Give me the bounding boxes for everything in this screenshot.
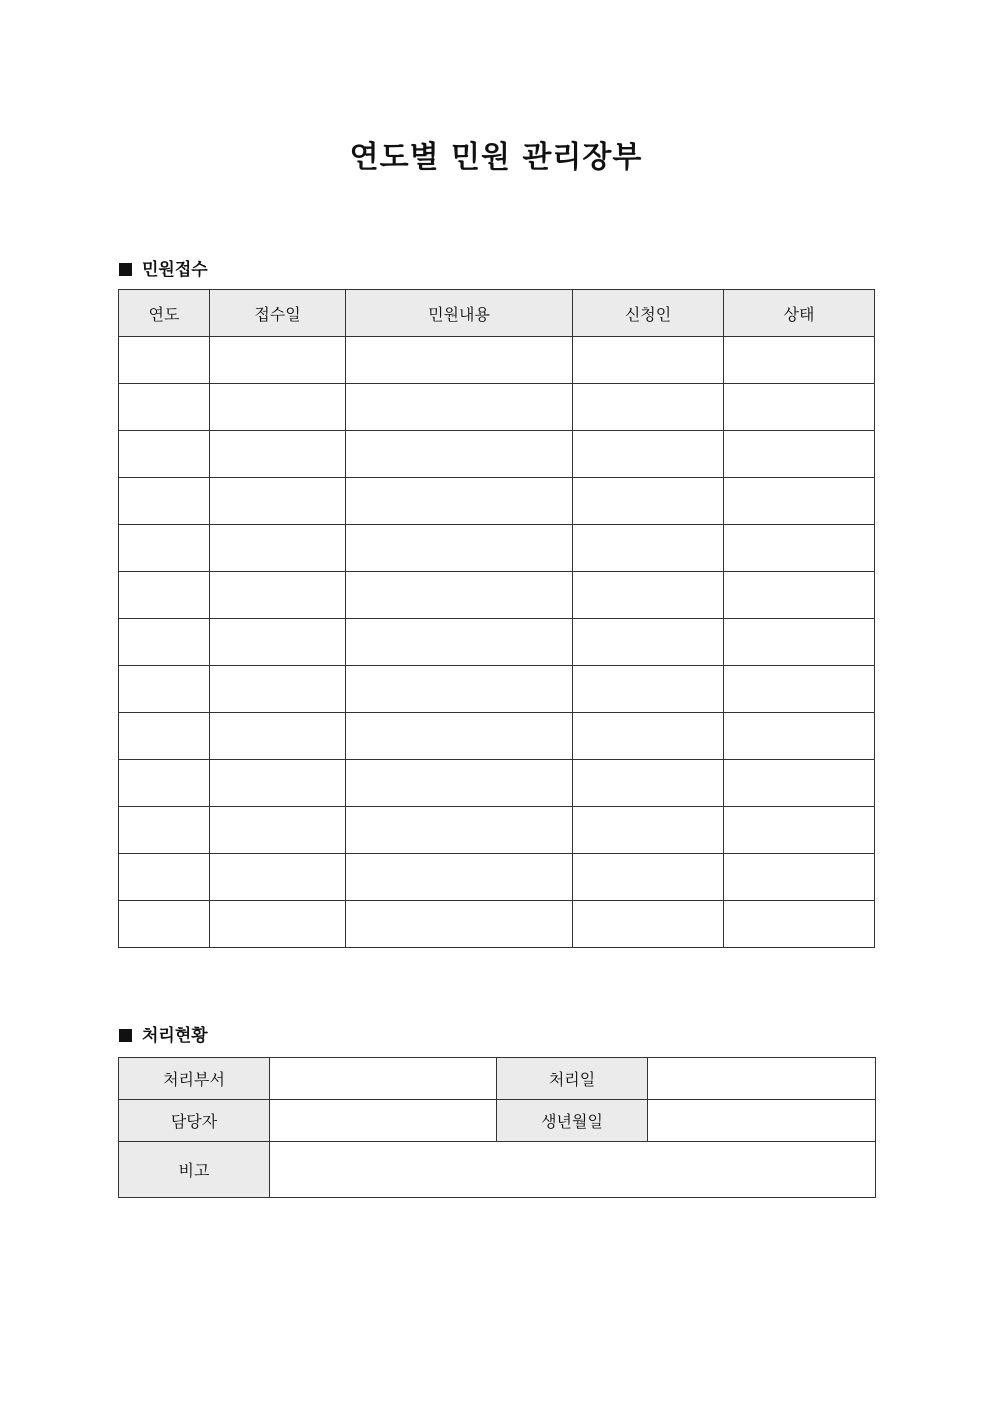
processing-row xyxy=(119,1058,876,1100)
cell-year[interactable] xyxy=(119,478,210,525)
cell-receipt-date[interactable] xyxy=(210,384,346,431)
cell-applicant[interactable] xyxy=(573,854,724,901)
table-row xyxy=(119,337,875,384)
label-birth-date: 생년월일 xyxy=(497,1100,648,1142)
cell-content[interactable] xyxy=(346,619,573,666)
cell-status[interactable] xyxy=(724,807,875,854)
field-process-date[interactable] xyxy=(648,1058,876,1100)
label-process-date: 처리일 xyxy=(497,1058,648,1100)
field-manager[interactable] xyxy=(270,1100,497,1142)
section-heading-intake-label: 민원접수 xyxy=(142,260,208,280)
field-birth-date[interactable] xyxy=(648,1100,876,1142)
table-row xyxy=(119,713,875,760)
table-row xyxy=(119,619,875,666)
col-header-applicant: 신청인 xyxy=(573,290,724,337)
cell-content[interactable] xyxy=(346,337,573,384)
table-row xyxy=(119,478,875,525)
table-row xyxy=(119,807,875,854)
cell-status[interactable] xyxy=(724,901,875,948)
cell-status[interactable] xyxy=(724,431,875,478)
cell-receipt-date[interactable] xyxy=(210,337,346,384)
table-row xyxy=(119,901,875,948)
cell-status[interactable] xyxy=(724,384,875,431)
field-note[interactable] xyxy=(270,1142,876,1198)
col-header-content: 민원내용 xyxy=(346,290,573,337)
cell-year[interactable] xyxy=(119,525,210,572)
cell-applicant[interactable] xyxy=(573,337,724,384)
table-row xyxy=(119,666,875,713)
cell-content[interactable] xyxy=(346,854,573,901)
intake-header-row xyxy=(119,290,875,337)
section-heading-processing xyxy=(119,1021,208,1046)
cell-content[interactable] xyxy=(346,478,573,525)
cell-receipt-date[interactable] xyxy=(210,431,346,478)
cell-receipt-date[interactable] xyxy=(210,901,346,948)
cell-year[interactable] xyxy=(119,760,210,807)
cell-applicant[interactable] xyxy=(573,760,724,807)
cell-year[interactable] xyxy=(119,666,210,713)
cell-status[interactable] xyxy=(724,619,875,666)
cell-status[interactable] xyxy=(724,760,875,807)
col-header-status: 상태 xyxy=(724,290,875,337)
cell-year[interactable] xyxy=(119,572,210,619)
cell-year[interactable] xyxy=(119,901,210,948)
intake-table xyxy=(118,289,875,948)
cell-applicant[interactable] xyxy=(573,666,724,713)
label-manager: 담당자 xyxy=(119,1100,270,1142)
cell-content[interactable] xyxy=(346,713,573,760)
cell-receipt-date[interactable] xyxy=(210,525,346,572)
cell-receipt-date[interactable] xyxy=(210,572,346,619)
cell-status[interactable] xyxy=(724,854,875,901)
table-row xyxy=(119,384,875,431)
cell-content[interactable] xyxy=(346,760,573,807)
cell-status[interactable] xyxy=(724,478,875,525)
cell-receipt-date[interactable] xyxy=(210,713,346,760)
cell-applicant[interactable] xyxy=(573,572,724,619)
field-dept[interactable] xyxy=(270,1058,497,1100)
cell-applicant[interactable] xyxy=(573,478,724,525)
cell-receipt-date[interactable] xyxy=(210,666,346,713)
cell-status[interactable] xyxy=(724,337,875,384)
page-title: 연도별 민원 관리장부 xyxy=(349,140,643,175)
cell-applicant[interactable] xyxy=(573,619,724,666)
cell-year[interactable] xyxy=(119,807,210,854)
section-heading-intake xyxy=(119,255,208,280)
processing-table xyxy=(118,1057,876,1198)
cell-status[interactable] xyxy=(724,713,875,760)
cell-year[interactable] xyxy=(119,854,210,901)
cell-content[interactable] xyxy=(346,666,573,713)
cell-content[interactable] xyxy=(346,572,573,619)
square-bullet-icon xyxy=(119,263,132,276)
table-row xyxy=(119,431,875,478)
cell-year[interactable] xyxy=(119,619,210,666)
col-header-receipt-date: 접수일 xyxy=(210,290,346,337)
cell-applicant[interactable] xyxy=(573,713,724,760)
cell-year[interactable] xyxy=(119,384,210,431)
cell-applicant[interactable] xyxy=(573,384,724,431)
intake-body xyxy=(119,337,875,948)
col-header-year: 연도 xyxy=(119,290,210,337)
cell-content[interactable] xyxy=(346,901,573,948)
cell-applicant[interactable] xyxy=(573,525,724,572)
cell-content[interactable] xyxy=(346,525,573,572)
processing-row-note xyxy=(119,1142,876,1198)
label-dept: 처리부서 xyxy=(119,1058,270,1100)
table-row xyxy=(119,525,875,572)
cell-applicant[interactable] xyxy=(573,901,724,948)
cell-content[interactable] xyxy=(346,384,573,431)
table-row xyxy=(119,854,875,901)
cell-year[interactable] xyxy=(119,337,210,384)
cell-status[interactable] xyxy=(724,525,875,572)
cell-receipt-date[interactable] xyxy=(210,478,346,525)
label-note: 비고 xyxy=(119,1142,270,1198)
cell-applicant[interactable] xyxy=(573,807,724,854)
cell-content[interactable] xyxy=(346,807,573,854)
cell-year[interactable] xyxy=(119,431,210,478)
cell-receipt-date[interactable] xyxy=(210,619,346,666)
cell-year[interactable] xyxy=(119,713,210,760)
cell-content[interactable] xyxy=(346,431,573,478)
cell-status[interactable] xyxy=(724,572,875,619)
square-bullet-icon xyxy=(119,1029,132,1042)
processing-row xyxy=(119,1100,876,1142)
cell-receipt-date[interactable] xyxy=(210,760,346,807)
cell-receipt-date[interactable] xyxy=(210,807,346,854)
section-heading-processing-label: 처리현황 xyxy=(142,1026,208,1046)
table-row xyxy=(119,760,875,807)
cell-receipt-date[interactable] xyxy=(210,854,346,901)
cell-status[interactable] xyxy=(724,666,875,713)
cell-applicant[interactable] xyxy=(573,431,724,478)
table-row xyxy=(119,572,875,619)
